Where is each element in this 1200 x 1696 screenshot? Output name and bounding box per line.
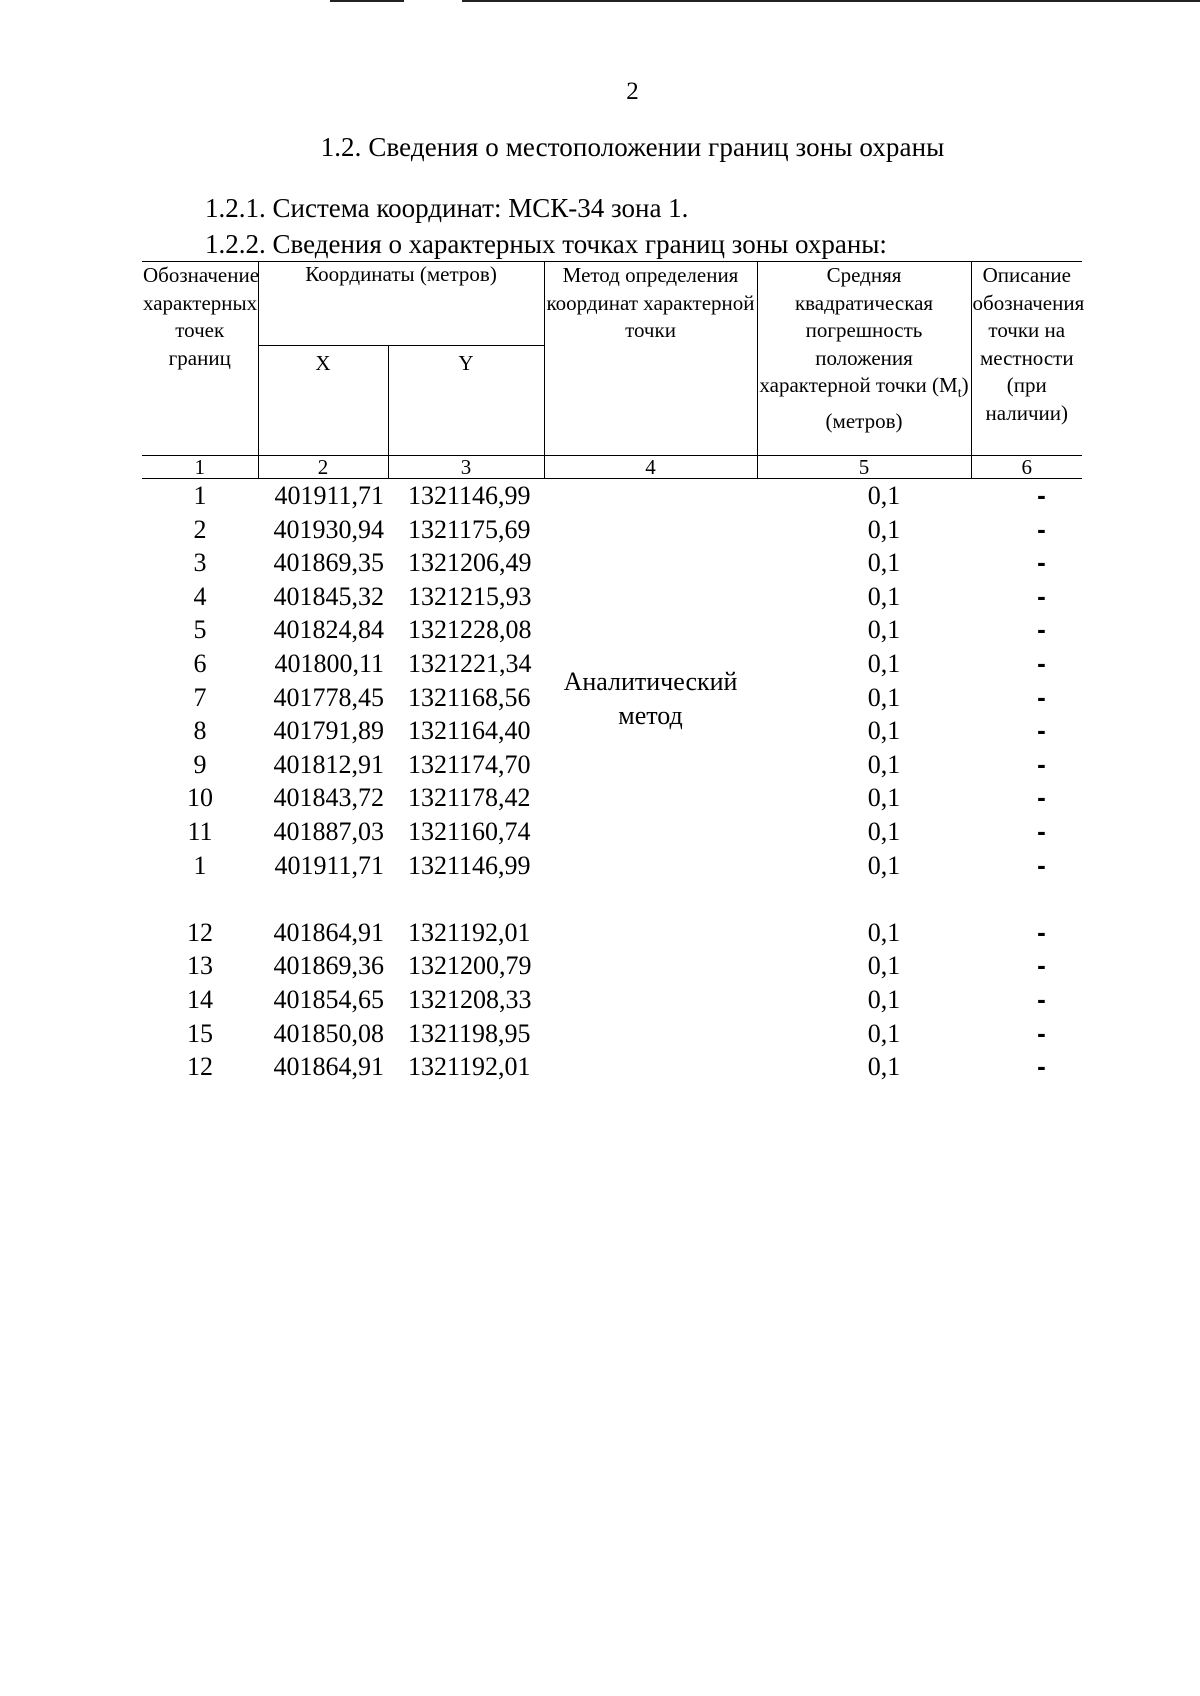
description-cell: - <box>1037 614 1046 645</box>
mean-error-cell: 0,1 <box>867 648 901 678</box>
x-coordinate-cell: 401800,11 <box>274 648 384 678</box>
coordinate-system-line: 1.2.1. Система координат: МСК-34 зона 1. <box>205 193 689 223</box>
column-number-6: 6 <box>971 456 1082 479</box>
column-number-1: 1 <box>142 456 258 479</box>
table-row <box>142 983 1082 1017</box>
spacer-cell <box>544 882 757 916</box>
point-number-cell: 6 <box>193 648 207 678</box>
y-coordinate-cell: 1321200,79 <box>408 951 532 981</box>
description-cell: - <box>1037 815 1046 846</box>
table-row <box>142 1017 1082 1051</box>
x-coordinate-cell: 401864,91 <box>273 917 384 947</box>
y-coordinate-cell: 1321221,34 <box>408 648 532 678</box>
x-coordinate-cell: 401911,71 <box>274 850 384 880</box>
column-number-4: 4 <box>544 456 757 479</box>
mean-error-cell: 0,1 <box>867 514 901 544</box>
x-coordinate-cell: 401812,91 <box>273 749 384 779</box>
description-cell: - <box>1037 950 1046 981</box>
description-cell: - <box>1037 647 1046 678</box>
mean-error-cell: 0,1 <box>867 951 901 981</box>
x-coordinate-cell: 401778,45 <box>273 682 384 712</box>
x-coordinate-cell: 401854,65 <box>273 984 384 1014</box>
method-cell-empty <box>544 916 757 950</box>
description-cell: - <box>1037 681 1046 712</box>
page-number: 2 <box>626 78 639 105</box>
y-coordinate-cell: 1321174,70 <box>408 749 531 779</box>
description-cell: - <box>1037 849 1046 880</box>
mean-error-cell: 0,1 <box>867 917 901 947</box>
description-cell: - <box>1037 513 1046 544</box>
y-coordinate-cell: 1321192,01 <box>408 1052 531 1082</box>
mean-error-cell: 0,1 <box>867 816 901 846</box>
method-cell-empty <box>544 1017 757 1051</box>
point-number-cell: 5 <box>193 615 207 645</box>
x-coordinate-cell: 401911,71 <box>274 481 384 510</box>
y-coordinate-cell: 1321160,74 <box>408 816 531 846</box>
point-number-cell: 2 <box>193 514 207 544</box>
description-cell: - <box>1037 748 1046 779</box>
table-row <box>142 949 1082 983</box>
mean-error-cell: 0,1 <box>867 548 901 578</box>
point-number-cell: 10 <box>187 783 213 813</box>
spacer-cell <box>971 882 1082 916</box>
point-number-cell: 13 <box>187 951 213 981</box>
table-row <box>142 479 1082 513</box>
x-coordinate-cell: 401843,72 <box>273 783 384 813</box>
x-coordinate-cell: 401791,89 <box>273 716 384 746</box>
y-coordinate-cell: 1321175,69 <box>408 514 531 544</box>
x-coordinate-cell: 401869,36 <box>273 951 384 981</box>
table-spacer-row <box>142 882 1082 916</box>
mean-error-cell: 0,1 <box>867 581 901 611</box>
method-cell: Аналитический метод <box>563 666 738 730</box>
mean-error-cell: 0,1 <box>867 749 901 779</box>
table-row <box>142 916 1082 950</box>
column-number-2: 2 <box>258 456 388 479</box>
description-cell: - <box>1037 782 1046 813</box>
point-number-cell: 1 <box>193 481 207 510</box>
description-cell: - <box>1037 580 1046 611</box>
mean-error-cell: 0,1 <box>867 1018 901 1048</box>
table-row <box>142 1050 1082 1084</box>
mean-error-cell: 0,1 <box>867 682 901 712</box>
y-coordinate-cell: 1321178,42 <box>408 783 531 813</box>
point-number-cell: 14 <box>187 984 213 1014</box>
x-coordinate-cell: 401845,32 <box>273 581 384 611</box>
header-coordinates <box>258 262 544 346</box>
mean-error-cell: 0,1 <box>867 481 901 510</box>
point-number-cell: 15 <box>187 1018 213 1048</box>
column-number-5: 5 <box>757 456 971 479</box>
method-cell-empty <box>544 1050 757 1084</box>
x-coordinate-cell: 401869,35 <box>273 548 384 578</box>
point-number-cell: 4 <box>193 581 207 611</box>
point-number-cell: 11 <box>187 816 213 846</box>
header-x: X <box>258 346 388 456</box>
point-number-cell: 3 <box>193 548 207 578</box>
point-number-cell: 8 <box>193 716 207 746</box>
y-coordinate-cell: 1321206,49 <box>408 548 532 578</box>
header-y: Y <box>388 346 544 456</box>
x-coordinate-cell: 401864,91 <box>273 1052 384 1082</box>
y-coordinate-cell: 1321146,99 <box>408 850 531 880</box>
column-number-3: 3 <box>388 456 544 479</box>
description-cell: - <box>1037 547 1046 578</box>
section-heading: 1.2. Сведения о местоположении границ зоны охраны <box>320 132 945 162</box>
y-coordinate-cell: 1321164,40 <box>408 716 531 746</box>
point-number-cell: 1 <box>193 850 207 880</box>
scan-top-border-gap <box>404 0 462 3</box>
y-coordinate-cell: 1321228,08 <box>408 615 532 645</box>
description-cell: - <box>1037 480 1046 510</box>
x-coordinate-cell: 401824,84 <box>273 615 384 645</box>
y-coordinate-cell: 1321208,33 <box>408 984 532 1014</box>
mean-error-cell: 0,1 <box>867 984 901 1014</box>
point-number-cell: 12 <box>187 1052 213 1082</box>
x-coordinate-cell: 401887,03 <box>273 816 384 846</box>
header-coordinates-label: Координаты (метров) <box>305 262 497 286</box>
header-method: Метод определения координат характерной точки <box>544 262 757 456</box>
spacer-cell <box>258 882 388 916</box>
y-coordinate-cell: 1321198,95 <box>408 1018 531 1048</box>
x-coordinate-cell: 401850,08 <box>273 1018 384 1048</box>
description-cell: - <box>1037 715 1046 746</box>
mean-error-cell: 0,1 <box>867 783 901 813</box>
point-number-cell: 7 <box>193 682 207 712</box>
y-coordinate-cell: 1321192,01 <box>408 917 531 947</box>
points-info-line: 1.2.2. Сведения о характерных точках границ зоны охраны: <box>205 229 887 259</box>
method-cell-empty <box>544 983 757 1017</box>
header-point-designation: Обозначение характерных точек границ <box>142 262 258 456</box>
spacer-cell <box>757 882 971 916</box>
spacer-cell <box>142 882 258 916</box>
description-cell: - <box>1037 916 1046 947</box>
mean-error-cell: 0,1 <box>867 1052 901 1082</box>
description-cell: - <box>1037 1051 1046 1082</box>
mean-error-cell: 0,1 <box>867 850 901 880</box>
method-cell-empty <box>544 949 757 983</box>
y-coordinate-cell: 1321146,99 <box>408 481 531 510</box>
description-cell: - <box>1037 1017 1046 1048</box>
y-coordinate-cell: 1321168,56 <box>408 682 531 712</box>
point-number-cell: 9 <box>193 749 207 779</box>
spacer-cell <box>388 882 544 916</box>
header-description: Описание обозначения точки на местности (при наличии) <box>971 262 1082 456</box>
y-coordinate-cell: 1321215,93 <box>408 581 532 611</box>
mean-error-cell: 0,1 <box>867 716 901 746</box>
point-number-cell: 12 <box>187 917 213 947</box>
x-coordinate-cell: 401930,94 <box>273 514 384 544</box>
mean-error-cell: 0,1 <box>867 615 901 645</box>
header-mean-error: Средняя квадратическая погрешность положения характерной точки $(M_t)$ (метров) <box>757 262 971 456</box>
boundary-points-table <box>142 261 1085 1084</box>
description-cell: - <box>1037 983 1046 1014</box>
